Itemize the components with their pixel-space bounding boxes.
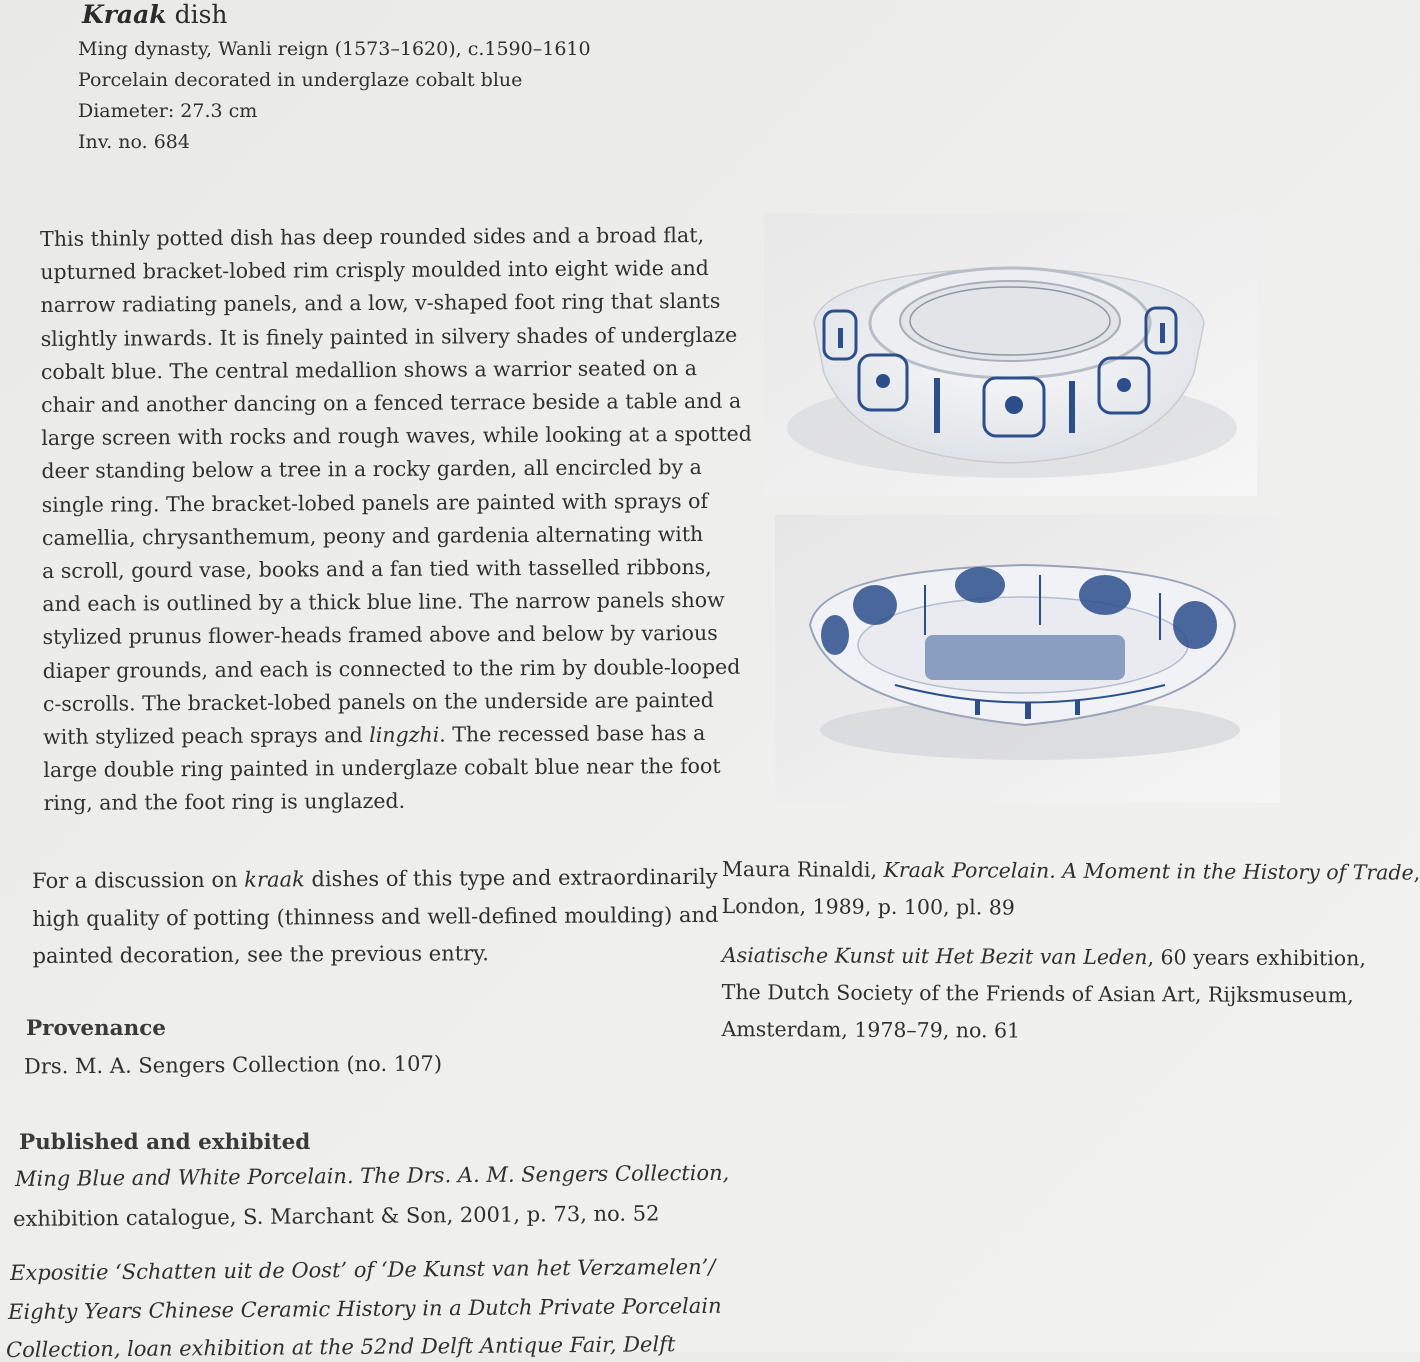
meta-inventory: Inv. no. 684 [78, 131, 190, 153]
dish-underside-photo [764, 213, 1257, 496]
description-line: This thinly potted dish has deep rounded sides and a broad flat, [40, 222, 704, 251]
description-line: and each is outlined by a thick blue line. The narrow panels show [42, 588, 725, 617]
title-italic: Kraak [82, 0, 167, 29]
meta-material: Porcelain decorated in underglaze cobalt blue [78, 69, 523, 91]
right-ref1-line1 [722, 851, 1420, 892]
description-line [43, 717, 706, 754]
discussion-text: dishes of this type and extraordinarily [304, 864, 718, 892]
ref-italic: Kraak Porcelain. A Moment in the History of Trade [883, 857, 1414, 885]
meta-diameter: Diameter: 27.3 cm [78, 100, 258, 122]
provenance-text: Drs. M. A. Sengers Collection (no. 107) [23, 1051, 443, 1079]
dish-top-photo [775, 515, 1280, 803]
description-line: upturned bracket-lobed rim crisply moulded into eight wide and [40, 256, 709, 285]
title-rest: dish [166, 0, 228, 29]
description-line: camellia, chrysanthemum, peony and gardenia alternating with [41, 521, 704, 550]
description-text: with stylized peach sprays and [43, 723, 370, 750]
right-ref2-line1 [722, 937, 1366, 977]
description-line: cobalt blue. The central medallion shows a warrior seated on a [40, 355, 697, 384]
published-heading: Published and exhibited [19, 1130, 311, 1155]
kraak-italic: kraak [244, 867, 305, 892]
ref-italic: Asiatische Kunst uit Het Bezit van Leden [721, 942, 1148, 970]
published-ref1-details: exhibition catalogue, S. Marchant & Son, 2001, p. 73, no. 52 [13, 1201, 660, 1231]
ref-text: , [1413, 860, 1420, 885]
lingzhi-italic: lingzhi [369, 722, 440, 748]
catalogue-title [82, 0, 228, 29]
description-line: large double ring painted in underglaze cobalt blue near the foot [43, 754, 721, 783]
description-paragraph [40, 219, 752, 820]
description-line: diaper grounds, and each is connected to the rim by double-looped [42, 654, 741, 683]
description-line: slightly inwards. It is finely painted in silvery shades of underglaze [40, 322, 738, 351]
published-ref2-line3: Collection, loan exhibition at the 52nd Delft Antique Fair, Delft [6, 1332, 676, 1362]
description-line: narrow radiating panels, and a low, v-shaped foot ring that slants [40, 289, 721, 318]
discussion-line: painted decoration, see the previous entry. [32, 941, 490, 968]
description-text: . The recessed base has a [439, 720, 706, 747]
right-ref2 [721, 937, 1366, 1051]
right-ref2-line3: Amsterdam, 1978–79, no. 61 [721, 1016, 1021, 1043]
right-ref1-line2: London, 1989, p. 100, pl. 89 [721, 893, 1015, 920]
description-line: ring, and the foot ring is unglazed. [43, 789, 406, 816]
published-ref1-title: Ming Blue and White Porcelain. The Drs. A. M. Sengers Collection, [15, 1160, 730, 1191]
description-line: stylized prunus flower-heads framed above and below by various [42, 621, 718, 650]
ref-text: , 60 years exhibition, [1147, 945, 1366, 971]
published-ref2-line2: Eighty Years Chinese Ceramic History in a Dutch Private Porcelain [8, 1293, 722, 1324]
discussion-line: high quality of potting (thinness and well-defined moulding) and [32, 902, 719, 931]
description-line: chair and another dancing on a fenced terrace beside a table and a [41, 388, 742, 418]
meta-date: Ming dynasty, Wanli reign (1573–1620), c.1590–1610 [78, 38, 591, 60]
provenance-heading: Provenance [26, 1016, 166, 1041]
discussion-text: For a discussion on [32, 867, 245, 893]
discussion-line [32, 859, 718, 900]
object-metadata [78, 34, 591, 158]
description-line: single ring. The bracket-lobed panels are painted with sprays of [41, 488, 709, 517]
ref-text: Maura Rinaldi, [721, 856, 884, 882]
description-line: a scroll, gourd vase, books and a fan tied with tasselled ribbons, [42, 554, 712, 584]
description-line: deer standing below a tree in a rocky garden, all encircled by a [41, 455, 702, 484]
right-ref2-line2: The Dutch Society of the Friends of Asian Art, Rijksmuseum, [721, 979, 1354, 1008]
description-line: large screen with rocks and rough waves, while looking at a spotted [41, 421, 752, 451]
right-ref1 [722, 851, 1420, 929]
description-line: c-scrolls. The bracket-lobed panels on the underside are painted [42, 687, 714, 716]
discussion-paragraph [32, 859, 719, 975]
published-ref2-line1: Expositie ‘Schatten uit de Oost’ of ‘De Kunst van het Verzamelen’/ [10, 1254, 716, 1285]
